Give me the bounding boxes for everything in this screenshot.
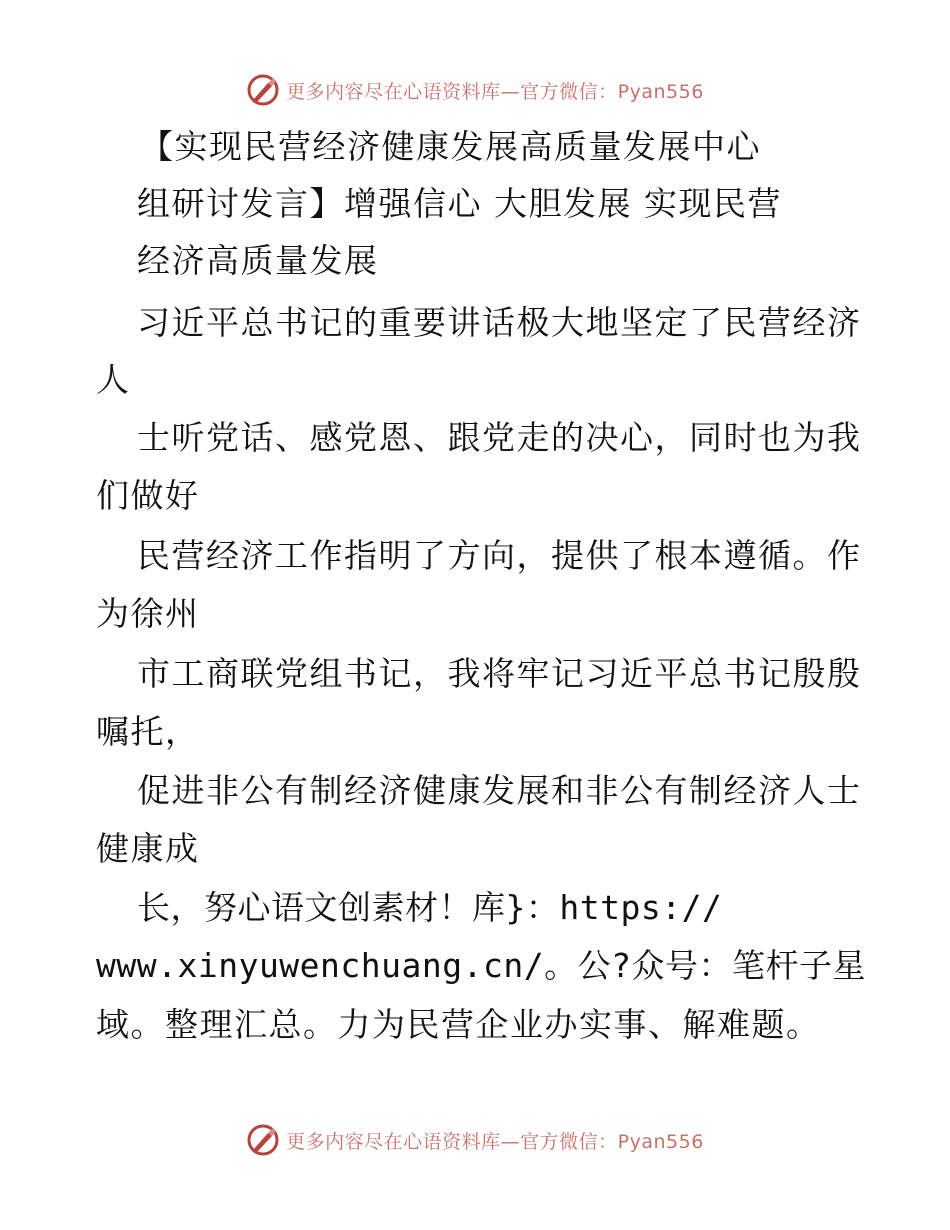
footer-watermark-banner [0, 1120, 950, 1160]
banner-text: 更多内容尽在心语资料库—官方微信：Pyan556 [286, 80, 704, 103]
body-text-line: 长，努心语文创素材！库}：https:// [137, 888, 723, 927]
body-text-line: 嘱托， [96, 712, 200, 751]
pen-logo-icon [246, 73, 280, 107]
body-text-line: www.xinyuwenchuang.cn/。公?众号：笔杆子星 [96, 946, 866, 985]
body-text-line: 士听党话、感党恩、跟党走的决心，同时也为我 [137, 418, 862, 457]
body-text-line: 市工商联党组书记，我将牢记习近平总书记殷殷 [137, 654, 862, 693]
document-title-line: 经济高质量发展 [137, 241, 379, 280]
body-text-line: 促进非公有制经济健康发展和非公有制经济人士 [137, 771, 862, 810]
body-text-line: 习近平总书记的重要讲话极大地坚定了民营经济 [137, 303, 862, 342]
body-text-line: 域。整理汇总。力为民营企业办实事、解难题。 [96, 1005, 821, 1044]
body-text-line: 人 [96, 360, 131, 399]
banner-text: 更多内容尽在心语资料库—官方微信：Pyan556 [286, 1130, 704, 1153]
document-title-line: 组研讨发言】增强信心 大胆发展 实现民营 [137, 184, 782, 223]
body-text-line: 健康成 [96, 829, 200, 868]
body-text-line: 们做好 [96, 476, 200, 515]
header-watermark-banner [0, 70, 950, 110]
document-title-line: 【实现民营经济健康发展高质量发展中心 [140, 127, 761, 166]
body-text-line: 为徐州 [96, 594, 200, 633]
body-text-line: 民营经济工作指明了方向，提供了根本遵循。作 [137, 536, 862, 575]
pen-logo-icon [246, 1123, 280, 1157]
